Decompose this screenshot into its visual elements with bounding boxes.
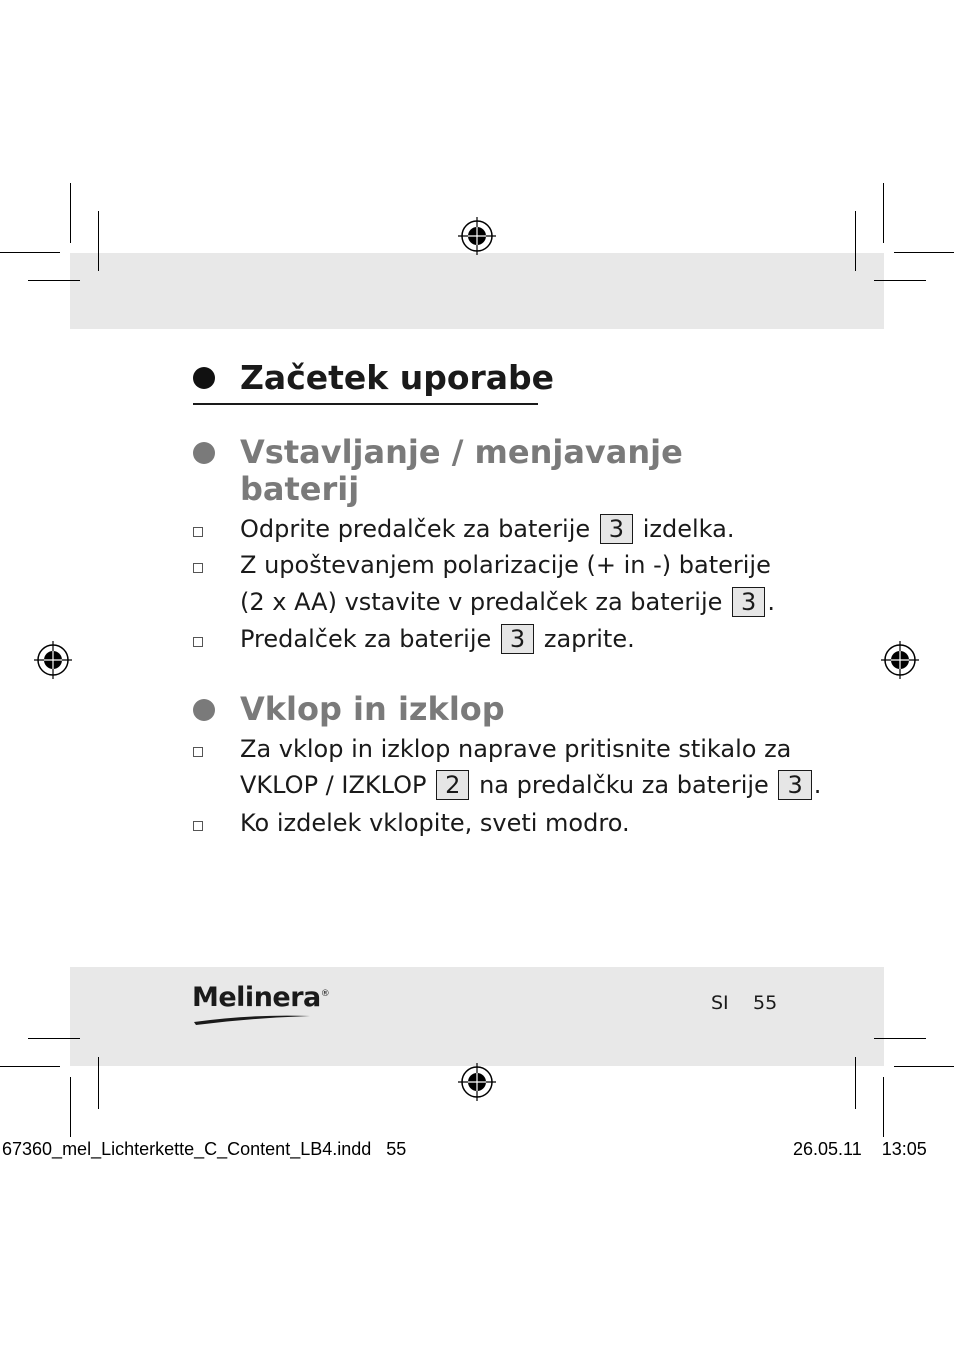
page-title: Začetek uporabe bbox=[240, 358, 555, 397]
list-item: Predalček za baterije 3 zaprite. bbox=[240, 625, 635, 653]
list-item: Z upoštevanjem polarizacije (+ in -) baterije bbox=[240, 551, 771, 579]
brand-swoosh-icon bbox=[192, 1012, 312, 1026]
part-reference-badge: 3 bbox=[732, 587, 765, 617]
list-bullet-icon bbox=[193, 747, 203, 757]
language-code: SI bbox=[711, 992, 729, 1014]
slug-timestamp: 26.05.11 13:05 bbox=[793, 1139, 927, 1159]
list-bullet-icon bbox=[193, 821, 203, 831]
list-item-continuation: VKLOP / IZKLOP 2 na predalčku za baterije 3 . bbox=[240, 771, 822, 799]
section-title-batteries: Vstavljanje / menjavanje baterij bbox=[240, 433, 683, 508]
list-item: Ko izdelek vklopite, sveti modro. bbox=[240, 809, 630, 837]
registration-mark-icon bbox=[458, 217, 496, 255]
list-item-continuation: (2 x AA) vstavite v predalček za baterije 3 . bbox=[240, 588, 775, 616]
page-number: 55 bbox=[753, 992, 778, 1014]
section-title-switch: Vklop in izklop bbox=[240, 690, 505, 728]
list-bullet-icon bbox=[193, 527, 203, 537]
section-bullet-icon bbox=[193, 442, 215, 464]
heading-bullet-icon bbox=[193, 367, 215, 389]
list-bullet-icon bbox=[193, 637, 203, 647]
slug-file: 67360_mel_Lichterkette_C_Content_LB4.indd 55 bbox=[2, 1139, 407, 1159]
header-band bbox=[70, 253, 884, 329]
part-reference-badge: 3 bbox=[501, 624, 534, 654]
registration-mark-icon bbox=[34, 641, 72, 679]
part-reference-badge: 3 bbox=[600, 514, 633, 544]
section-bullet-icon bbox=[193, 699, 215, 721]
brand-logo: Melinera® bbox=[192, 982, 330, 1013]
part-reference-badge: 3 bbox=[778, 770, 811, 800]
registration-mark-icon bbox=[881, 641, 919, 679]
part-reference-badge: 2 bbox=[436, 770, 469, 800]
title-underline bbox=[193, 403, 538, 405]
registration-mark-icon bbox=[458, 1063, 496, 1101]
list-bullet-icon bbox=[193, 563, 203, 573]
list-item: Odprite predalček za baterije 3 izdelka. bbox=[240, 515, 735, 543]
list-item: Za vklop in izklop naprave pritisnite stikalo za bbox=[240, 735, 792, 763]
